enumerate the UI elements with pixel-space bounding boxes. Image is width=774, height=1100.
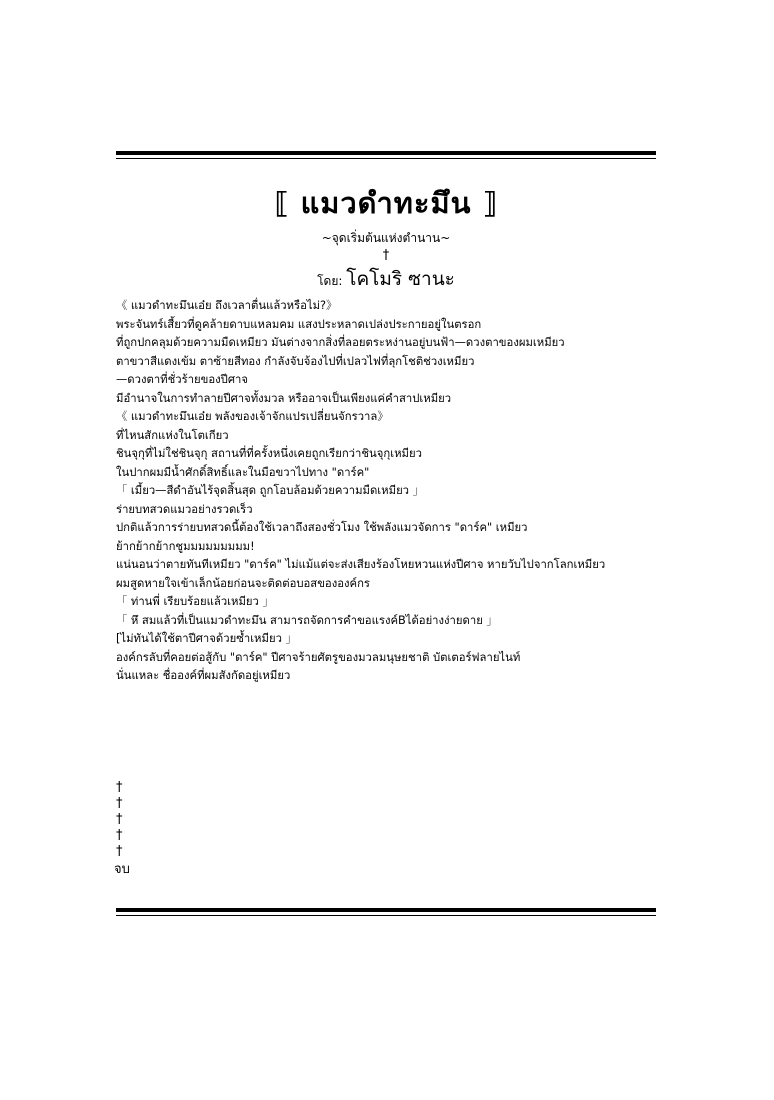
story-line: องค์กรลับที่คอยต่อสู้กับ "ดาร์ค" ปีศาจร้ายศัตรูของมวลมนุษยชาติ บัตเตอร์ฟลายไนท์ [116, 650, 521, 664]
top-divider [116, 151, 656, 159]
bottom-divider-thin-line [116, 915, 656, 916]
dagger-ornament: † [116, 796, 123, 811]
story-line: ชินจุกุที่ไม่ใช่ชินจุกุ สถานที่ที่ครั้งหนึ่งเคยถูกเรียกว่าชินจุกุเหมียว [116, 447, 422, 460]
story-line: ปกติแล้วการร่ายบทสวดนี้ต้องใช้เวลาถึงสองชั่วโมง ใช้พลังแมวจัดการ "ดาร์ค" เหมียว [116, 521, 528, 534]
story-body [116, 297, 661, 686]
story-line: 「 ท่านพี่ เรียบร้อยแล้วเหมียว 」 [116, 595, 274, 608]
story-line: ย้ากย้ากย้ากชูมมมมมมมมม! [116, 539, 255, 553]
story-line: —ดวงตาที่ชั่วร้ายของปีศาจ [116, 373, 248, 386]
story-line: นั่นแหละ ชื่อองค์ที่ผมสังกัดอยู่เหมียว [116, 669, 291, 682]
top-divider-thick-line [116, 151, 656, 155]
page-title: ⟦ แมวดำทะมึน ⟧ [274, 186, 498, 220]
story-line: 「 เมี้ยว—สีดำอันไร้จุดสิ้นสุด ถูกโอบล้อมด้วยความมืดเหมียว 」 [116, 484, 424, 497]
footer-dagger-list [116, 780, 136, 860]
story-line: ร่ายบทสวดแมวอย่างรวดเร็ว [116, 502, 253, 516]
dagger-ornament: † [382, 248, 390, 263]
story-line: ตาขวาสีแดงเข้ม ตาซ้ายสีทอง กำลังจับจ้องไปที่เปลวไฟที่ลุกโชติช่วงเหมียว [116, 354, 475, 368]
story-line: ที่ถูกปกคลุมด้วยความมืดเหมียว มันต่างจากสิ่งที่ลอยตระหง่านอยู่บนฟ้า—ดวงตาของผมเหมียว [116, 336, 565, 349]
story-line: พระจันทร์เสี้ยวที่ดูคล้ายดาบแหลมคม แสงประหลาดเปล่งประกายอยู่ในตรอก [116, 317, 482, 331]
bottom-divider [116, 908, 656, 916]
story-line: ในปากผมมีน้ำศักดิ์สิทธิ์และในมือขวาไปทาง "ดาร์ค" [116, 465, 370, 479]
author-name: โคโมริ ซานะ [346, 268, 455, 290]
dagger-ornament: † [116, 844, 123, 859]
story-line: [ไม่ทันได้ใช้ตาปีศาจด้วยซ้ำเหมียว 」 [116, 632, 297, 645]
bottom-divider-thick-line [116, 908, 656, 912]
story-line: มีอำนาจในการทำลายปีศาจทั้งมวล หรืออาจเป็นเพียงแค่คำสาปเหมียว [116, 391, 452, 405]
dagger-ornament: † [116, 780, 123, 795]
story-line: 《 แมวดำทะมึนเอ๋ย ถึงเวลาตื่นแล้วหรือไม่?》 [116, 299, 338, 312]
dagger-ornament: † [116, 812, 123, 827]
end-mark: จบ [114, 862, 130, 877]
story-line: แน่นอนว่าตายทันทีเหมียว "ดาร์ค" ไม่แม้แต่จะส่งเสียงร้องโหยหวนแห่งปีศาจ หายวับไปจากโลกเหมียว [116, 558, 606, 571]
author-line [116, 264, 656, 294]
story-line: ผมสูดหายใจเข้าเล็กน้อยก่อนจะติดต่อบอสขององค์กร [116, 576, 370, 590]
story-line: 《 แมวดำทะมึนเอ๋ย พลังของเจ้าจักแปรเปลี่ยนจักรวาล》 [116, 410, 389, 423]
top-divider-thin-line [116, 158, 656, 159]
page-subtitle: ~จุดเริ่มต้นแห่งตำนาน~ [321, 231, 451, 245]
story-line: 「 หึ สมแล้วที่เป็นแมวดำทะมึน สามารถจัดการคำขอแรงค์Bได้อย่างง่ายดาย 」 [116, 613, 498, 627]
dagger-ornament: † [116, 828, 123, 843]
story-line: ที่ไหนสักแห่งในโตเกียว [116, 428, 229, 442]
author-prefix: โดย: [317, 274, 347, 288]
